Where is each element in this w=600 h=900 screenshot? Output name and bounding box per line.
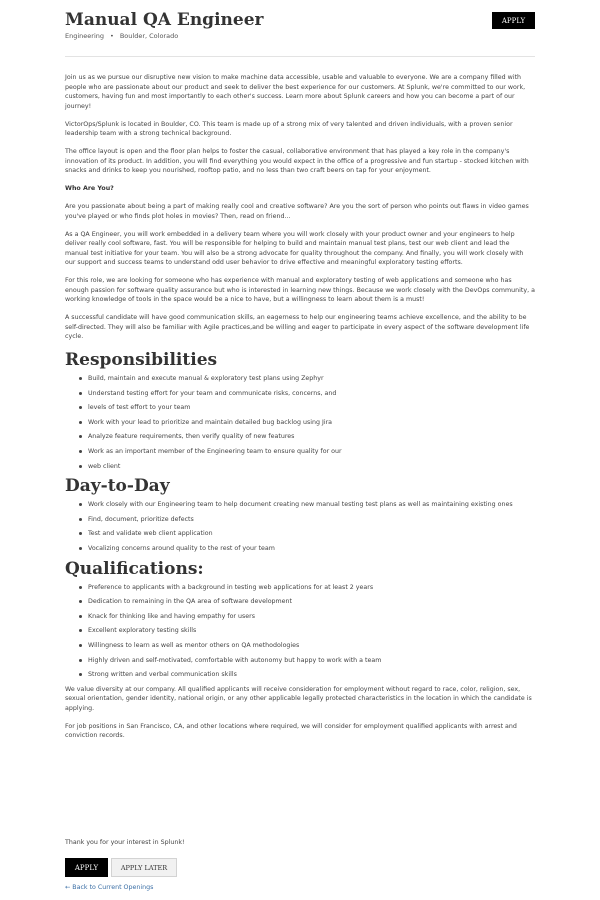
list-item: Vocalizing concerns around quality to the rest of your team bbox=[79, 544, 535, 553]
conviction-statement: For job positions in San Francisco, CA, and other locations where required, we will consider for employment qualified applicants with arrest and conviction records. bbox=[65, 722, 517, 740]
location-label: Boulder, Colorado bbox=[119, 32, 179, 40]
list-item: levels of test effort to your team bbox=[79, 403, 535, 412]
intro-paragraph: Join us as we pursue our disruptive new vision to make machine data accessible, usable and valuable to everyone. We are a company filled with people who are passionate about our product and seek to deliver the best experience for our customers. At Splunk, we're committed to our work, customers, having fun and most importantly to each other's success. Learn more about Splunk careers and how you can become a part of our journey! bbox=[65, 74, 526, 110]
list-item: Excellent exploratory testing skills bbox=[79, 626, 535, 635]
list-item: Work as an important member of the Engineering team to ensure quality for our bbox=[79, 447, 535, 456]
apply-button-top[interactable]: APPLY bbox=[492, 12, 535, 29]
who-paragraph: A successful candidate will have good communication skills, an eagerness to help our engineering teams achieve excellence, and the ability to be self-directed. They will also be familiar with Agile practices,and be willing and eager to participate in every aspect of the software development life cycle. bbox=[65, 314, 530, 340]
list-item: Understand testing effort for your team and communicate risks, concerns, and bbox=[79, 389, 535, 398]
department-label: Engineering bbox=[65, 32, 104, 40]
who-paragraph: For this role, we are looking for someone who has experience with manual and exploratory testing of web applications and someone who has enough passion for software quality assurance but who is interested in learning new things. Because we work closely with the DevOps community, a working knowledge of tools in the space would be a nice to have, but a willingness to learn about them is a must! bbox=[65, 277, 535, 303]
day-to-day-heading: Day-to-Day bbox=[65, 476, 170, 497]
who-are-you-heading: Who Are You? bbox=[65, 185, 114, 192]
list-item: Highly driven and self-motivated, comfortable with autonomy but happy to work with a team bbox=[79, 656, 535, 665]
job-meta bbox=[65, 32, 178, 40]
list-item: Analyze feature requirements, then verify quality of new features bbox=[79, 432, 535, 441]
list-item: Test and validate web client application bbox=[79, 529, 535, 538]
qualifications-heading: Qualifications: bbox=[65, 558, 204, 579]
list-item: Dedication to remaining in the QA area of software development bbox=[79, 597, 535, 606]
diversity-statement: We value diversity at our company. All qualified applicants will receive consideration for employment without regard to race, color, religion, sex, sexual orientation, gender identity, national origin, or any other applicable legally protected characteristics in the location in which the candidate is applying. bbox=[65, 685, 532, 712]
responsibilities-list bbox=[65, 374, 535, 471]
list-item: Strong written and verbal communication skills bbox=[79, 670, 535, 679]
header-divider bbox=[65, 56, 535, 57]
list-item: web client bbox=[79, 462, 535, 471]
thank-you-text: Thank you for your interest in Splunk! bbox=[65, 839, 185, 846]
page-title: Manual QA Engineer bbox=[65, 10, 264, 30]
job-header bbox=[65, 10, 535, 40]
intro-paragraph: The office layout is open and the floor plan helps to foster the casual, collaborative environment that has played a key role in the company's innovation of its product. In addition, you will find everything you would expect in the office of a progressive and fun startup - stocked kitchen with snacks and drinks to keep you nourished, rooftop patio, and no less than two craft beers on tap for your enjoyment. bbox=[65, 148, 529, 174]
who-paragraph: As a QA Engineer, you will work embedded in a delivery team where you will work closely with your product owner and your engineers to help deliver really cool software, fast. You will be responsible for helping to build and maintain manual test plans, test our web client and lead the manual test initiative for your team. You will also be a strong advocate for quality throughout the company. And finally, you will work closely with our support and success teams to understand odd user behavior to drive effective and meaningful exploratory testing efforts. bbox=[65, 230, 524, 266]
apply-later-button[interactable]: APPLY LATER bbox=[111, 858, 177, 877]
list-item: Work closely with our Engineering team to help document creating new manual testing test plans as well as maintaining existing ones bbox=[79, 500, 535, 509]
responsibilities-heading: Responsibilities bbox=[65, 350, 218, 370]
who-paragraph: Are you passionate about being a part of making really cool and creative software? Are you the sort of person who points out flaws in video games you've played or who finds plot holes in movies? Then, read on friend... bbox=[65, 203, 529, 220]
job-description bbox=[65, 73, 535, 749]
apply-button-bottom[interactable]: APPLY bbox=[65, 858, 108, 877]
day-to-day-list bbox=[65, 500, 535, 553]
back-to-openings-link[interactable]: ← Back to Current Openings bbox=[65, 884, 154, 891]
list-item: Find, document, prioritize defects bbox=[79, 515, 535, 524]
meta-separator: • bbox=[110, 32, 114, 40]
list-item: Willingness to learn as well as mentor others on QA methodologies bbox=[79, 641, 535, 650]
list-item: Work with your lead to prioritize and maintain detailed bug backlog using Jira bbox=[79, 418, 535, 427]
list-item: Knack for thinking like and having empathy for users bbox=[79, 612, 535, 621]
list-item: Build, maintain and execute manual & exploratory test plans using Zephyr bbox=[79, 374, 535, 383]
intro-paragraph: VictorOps/Splunk is located in Boulder, CO. This team is made up of a strong mix of very talented and driven individuals, with a proven senior leadership team with a strong technical background. bbox=[65, 120, 513, 137]
list-item: Preference to applicants with a background in testing web applications for at least 2 years bbox=[79, 583, 535, 592]
qualifications-list bbox=[65, 583, 535, 680]
